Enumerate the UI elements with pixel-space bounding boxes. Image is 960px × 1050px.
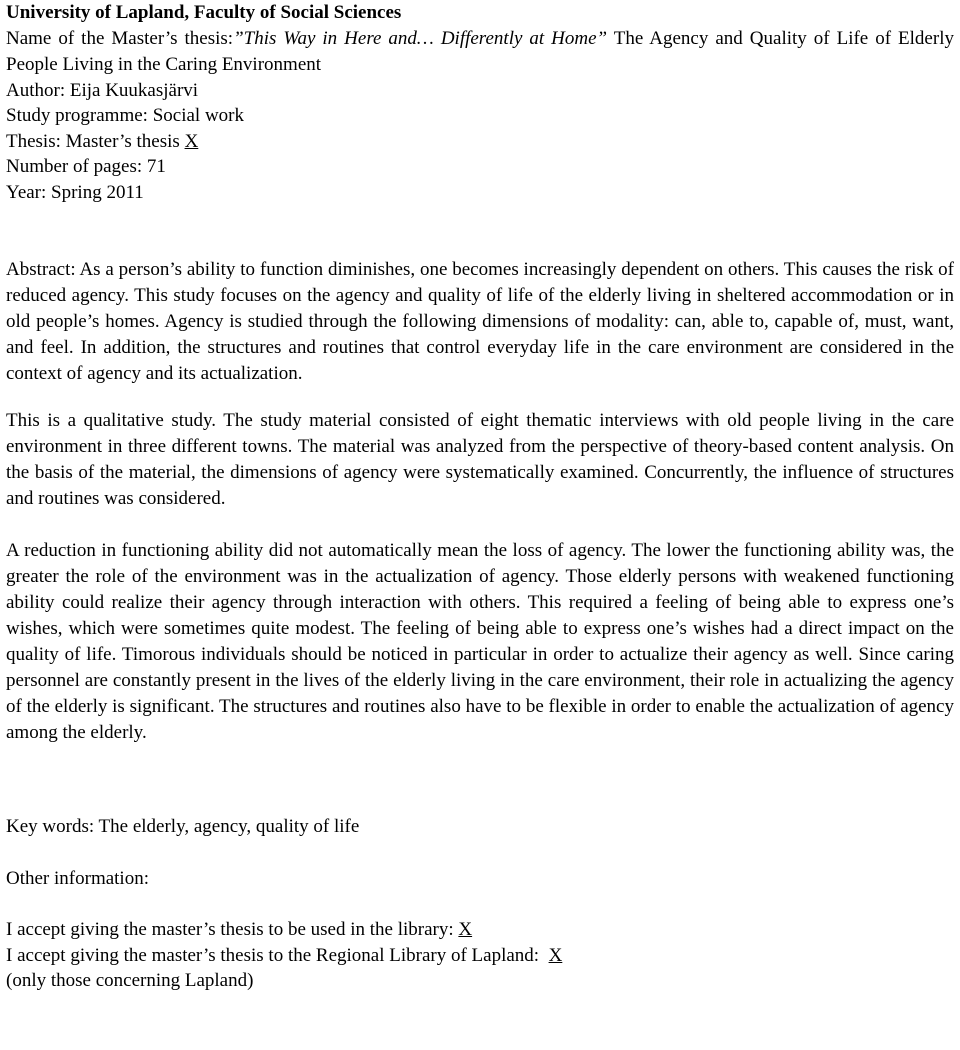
thesis-type-label: Thesis: Master’s thesis <box>6 130 180 152</box>
other-information-line: Other information: <box>6 867 149 889</box>
abstract-paragraph-1: Abstract: As a person’s ability to function diminishes, one becomes increasingly dependent on others. This causes the risk of reduced agency. This study focuses on the agency and quality of life of the elderly living in sheltered accommodation or in old people’s homes. Agency is studied through the following dimensions of modality: can, able to, capable of, must, want, and feel. In addition, the structures and routines that control everyday life in the care environment are considered in the context of agency and its actualization. <box>6 259 954 384</box>
study-programme-line: Study programme: Social work <box>6 105 244 126</box>
year-line: Year: Spring 2011 <box>6 181 144 203</box>
thesis-name <box>6 26 954 78</box>
university-heading: University of Lapland, Faculty of Social Sciences <box>6 2 402 23</box>
thesis-name-italic: ”This Way in Here and… Differently at Home” <box>233 27 608 49</box>
thesis-name-label: Name of the Master’s thesis: <box>6 27 234 49</box>
author-line: Author: Eija Kuukasjärvi <box>6 79 199 101</box>
accept-library-label: I accept giving the master’s thesis to be used in the library: <box>6 919 454 940</box>
accept-regional-line <box>6 943 954 969</box>
accept-library-line <box>6 917 954 943</box>
thesis-type-mark: X <box>184 130 199 152</box>
accept-regional-label: I accept giving the master’s thesis to the Regional Library of Lapland: <box>6 944 540 966</box>
thesis-abstract-page <box>6 0 954 994</box>
only-lapland-line: (only those concerning Lapland) <box>6 970 254 991</box>
thesis-name-rest: The Agency and Quality of Life of Elderly People Living in the Caring Environment <box>6 27 954 75</box>
pages-line: Number of pages: 71 <box>6 156 166 177</box>
abstract-paragraph-3: A reduction in functioning ability did not automatically mean the loss of agency. The lower the functioning ability was, the greater the role of the environment was in the actualization of agency. Those elderly persons with weakened functioning ability could realize their agency through interaction with others. This required a feeling of being able to express one’s wishes, which were sometimes quite modest. The feeling of being able to express one’s wishes had a direct impact on the quality of life. Timorous individuals should be noticed in particular in order to actualize their agency as well. Since caring personnel are constantly present in the lives of the elderly living in the care environment, their role in actualizing the agency of the elderly is significant. The structures and routines also have to be flexible in order to enable the actualization of agency among the elderly. <box>6 540 954 743</box>
thesis-type-line <box>6 129 954 155</box>
keywords-line: Key words: The elderly, agency, quality of life <box>6 816 360 837</box>
accept-regional-mark: X <box>548 944 563 966</box>
accept-library-mark: X <box>458 919 473 940</box>
abstract-paragraph-2: This is a qualitative study. The study material consisted of eight thematic interviews with old people living in the care environment in three different towns. The material was analyzed from the perspective of theory-based content analysis. On the basis of the material, the dimensions of agency were systematically examined. Concurrently, the influence of structures and routines was considered. <box>6 410 954 509</box>
